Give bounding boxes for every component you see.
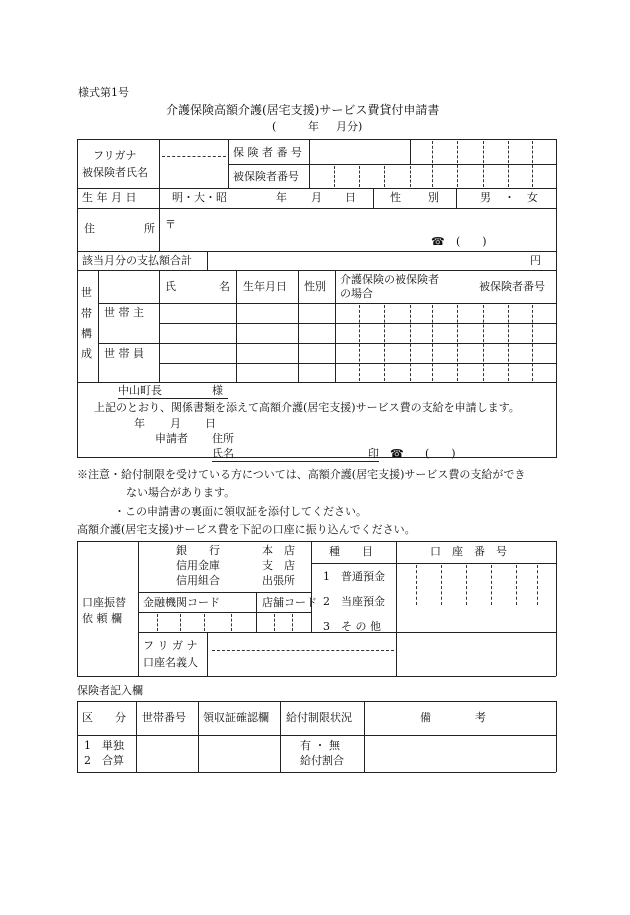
household-side-4: 成 <box>81 347 92 360</box>
household-side-1: 世 <box>81 286 92 299</box>
branch-type-3: 出張所 <box>262 574 295 587</box>
household-side-2: 帯 <box>81 307 92 320</box>
mayor-honorific: 様 <box>212 384 223 397</box>
note-line-2: ない場合があります。 <box>126 486 236 499</box>
note-line-1: ※注意・給付制限を受けている方については、高額介護(居宅支援)サービス費の支給ができ <box>77 468 526 481</box>
holder-name-label: 口座名義人 <box>143 656 198 669</box>
insurer-col-restriction: 給付制限状況 <box>286 711 352 724</box>
col-birth: 生年月日 <box>243 280 287 293</box>
account-type-2: 2 当座預金 <box>323 595 385 608</box>
insurer-col-remarks: 備 考 <box>420 711 486 724</box>
insured-name-label: 被保険者氏名 <box>82 166 148 179</box>
insurer-col-receipt: 領収証確認欄 <box>203 711 269 724</box>
form-number: 様式第1号 <box>78 86 129 99</box>
applicant-phone-paren: ( ) <box>425 447 456 460</box>
household-side-3: 構 <box>81 327 92 340</box>
col-name-2: 名 <box>219 280 230 293</box>
sex-separator: ・ <box>504 191 515 204</box>
bank-type-1: 銀 行 <box>176 544 220 557</box>
branch-type-2: 支 店 <box>262 559 295 572</box>
declaration-year: 年 <box>134 417 145 430</box>
institution-code-label: 金融機関コード <box>143 596 220 609</box>
postal-mark: 〒 <box>165 218 176 231</box>
declaration-month: 月 <box>170 417 181 430</box>
period-open: ( <box>272 120 277 133</box>
sex-female: 女 <box>527 191 538 204</box>
phone-icon-2: ☎ <box>390 447 404 460</box>
col-insured-2: の場合 <box>340 287 373 300</box>
period-year: 年 <box>308 120 319 133</box>
birth-day-unit: 日 <box>345 191 356 204</box>
account-type-3: 3 そ の 他 <box>323 620 381 633</box>
sex-label: 性 <box>390 191 401 204</box>
birth-year-unit: 年 <box>276 191 287 204</box>
era-options: 明・大・昭 <box>172 191 227 204</box>
branch-type-1: 本 店 <box>262 544 295 557</box>
mayor-label: 中山町長 <box>118 384 162 397</box>
note-line-4: 高額介護(居宅支援)サービス費を下記の口座に振り込んでください。 <box>77 523 416 536</box>
insurer-section-title: 保険者記入欄 <box>77 684 143 697</box>
payment-total-label: 該当月分の支払額合計 <box>82 254 192 267</box>
bank-type-2: 信用金庫 <box>176 559 220 572</box>
birth-month-unit: 月 <box>311 191 322 204</box>
address-label: 住 <box>84 222 95 235</box>
col-insured-1: 介護保険の被保険者 <box>340 273 439 286</box>
yen-unit: 円 <box>530 254 541 267</box>
holder-furigana-label: フ リ ガ ナ <box>143 639 198 652</box>
category-single: 1 単独 <box>84 739 124 752</box>
declaration-text: 上記のとおり、関係書類を添えて高額介護(居宅支援)サービス費の支給を申請します。 <box>94 401 520 414</box>
category-combined: 2 合算 <box>84 754 124 767</box>
applicant-name-label: 氏名 <box>212 447 234 460</box>
phone-icon: ☎ <box>431 235 445 248</box>
birth-date-label: 生 年 月 日 <box>82 191 137 204</box>
col-insured-number: 被保険者番号 <box>479 280 545 293</box>
address-phone-paren: ( ) <box>456 235 487 248</box>
insured-number-label: 被保険者番号 <box>233 170 299 183</box>
note-line-3: ・この申請書の裏面に領収証を添付してください。 <box>114 505 367 518</box>
household-member-label: 世 帯 員 <box>104 347 144 360</box>
applicant-address-label: 住所 <box>212 432 234 445</box>
household-head-label: 世 帯 主 <box>104 306 144 319</box>
insurer-col-household: 世帯番号 <box>142 711 186 724</box>
period-month: 月分) <box>336 120 363 133</box>
benefit-ratio-label: 給付割合 <box>300 754 344 767</box>
furigana-label: フリガナ <box>93 149 137 162</box>
col-name-1: 氏 <box>165 280 176 293</box>
seal-mark: 印 <box>368 447 379 460</box>
declaration-day: 日 <box>205 417 216 430</box>
sex-label-2: 別 <box>428 191 439 204</box>
account-type-1: 1 普通預金 <box>323 570 385 583</box>
bank-transfer-label-1: 口座振替 <box>82 596 126 609</box>
branch-code-label: 店舗コード <box>262 596 317 609</box>
address-label-2: 所 <box>144 222 155 235</box>
form-title: 介護保険高額介護(居宅支援)サービス費貸付申請書 <box>166 103 440 117</box>
sex-male: 男 <box>480 191 491 204</box>
account-type-header: 種 目 <box>329 545 373 558</box>
col-sex: 性別 <box>304 280 326 293</box>
insurer-col-category: 区 分 <box>82 711 126 724</box>
account-number-header: 口 座 番 号 <box>430 545 507 558</box>
bank-transfer-label-2: 依 頼 欄 <box>82 612 122 625</box>
restriction-status: 有 ・ 無 <box>300 739 340 752</box>
applicant-label: 申請者 <box>155 432 188 445</box>
insurer-number-label: 保 険 者 番 号 <box>233 146 302 159</box>
bank-type-3: 信用組合 <box>176 574 220 587</box>
